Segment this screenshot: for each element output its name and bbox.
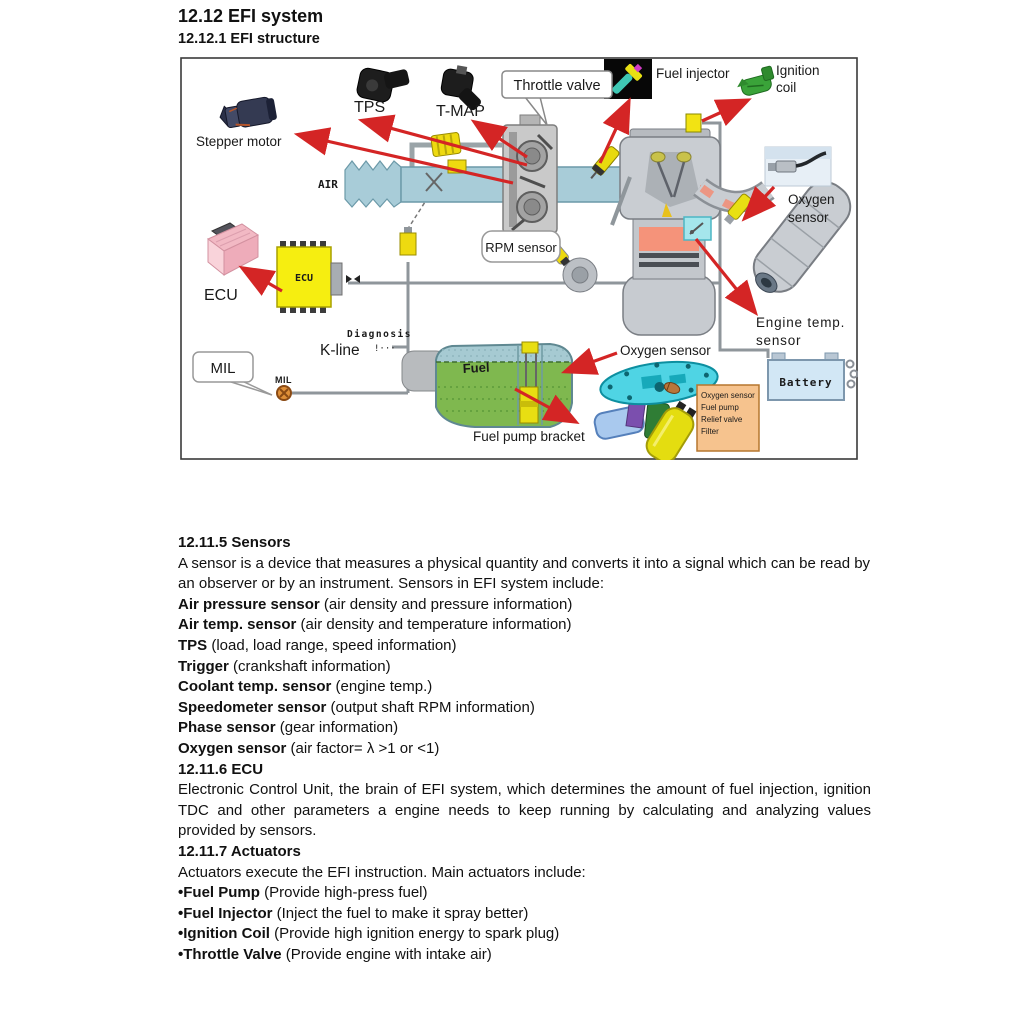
diagnosis-label: Diagnosis (347, 329, 412, 340)
oxygen-bottom-label: Oxygen sensor (620, 343, 711, 358)
air-label: AIR (318, 178, 338, 191)
sensor-term: Phase sensor (178, 719, 276, 737)
actuator-item (178, 945, 871, 966)
infobox-line3: Relief valve (701, 415, 743, 424)
sensor-term: Air pressure sensor (178, 595, 320, 613)
ecu-heading: 12.11.6 ECU (178, 760, 264, 778)
sensors-heading: 12.11.5 Sensors (178, 534, 291, 551)
actuators-intro: Actuators execute the EFI instruction. Main actuators include: (178, 863, 586, 881)
actuator-item (178, 883, 871, 904)
pump-module-infobox (697, 385, 759, 451)
sensor-item (178, 636, 871, 657)
actuator-desc: (Inject the fuel to make it spray better) (272, 904, 529, 922)
ecu-body: Electronic Control Unit, the brain of EFI system, which determines the amount of fuel injection, ignition TDC and other parameters a engine needs to keep running by calculating and analyzing values provided by sensors. (178, 781, 871, 840)
sensor-item (178, 595, 871, 616)
text-content (178, 533, 871, 965)
sensor-item (178, 677, 871, 698)
sensor-term: Air temp. sensor (178, 616, 297, 634)
battery-label: Battery (779, 376, 833, 389)
fuel-injector-label: Fuel injector (656, 66, 730, 81)
fuel-pump-bracket-label: Fuel pump bracket (473, 429, 585, 444)
ignition-coil-unit (686, 114, 701, 132)
sensor-item (178, 657, 871, 678)
actuator-item (178, 924, 871, 945)
tmap-label: T-MAP (436, 103, 485, 120)
bullet-glyph: • (178, 884, 184, 902)
fuel-label: Fuel (462, 359, 490, 376)
actuator-term: •Ignition Coil (178, 925, 270, 943)
sensor-desc: (air density and pressure information) (319, 595, 573, 613)
sensor-item (178, 739, 871, 760)
tps-label: TPS (354, 99, 386, 116)
sensor-desc: (air factor= λ >1 or <1) (286, 739, 440, 757)
sensor-desc: (engine temp.) (331, 678, 433, 696)
oxygen-sensor-photo (765, 147, 831, 186)
sensor-term: Speedometer sensor (178, 698, 327, 716)
infobox-line4: Filter (701, 427, 719, 436)
rpm-sensor-callout (482, 231, 560, 262)
sensor-term: TPS (178, 636, 208, 654)
bullet-glyph: • (178, 945, 184, 963)
sensor-desc: (air density and temperature information) (296, 616, 572, 634)
efi-structure-diagram (180, 57, 858, 460)
infobox-line1: Oxygen sensor (701, 391, 755, 400)
actuator-term: •Fuel Injector (178, 904, 273, 922)
actuators-heading: 12.11.7 Actuators (178, 842, 301, 860)
infobox-line2: Fuel pump (701, 403, 739, 412)
throttle-body (503, 115, 557, 233)
page-title: 12.12 EFI system (178, 6, 324, 26)
efi-diagram-svg (180, 57, 858, 460)
crankcase (623, 275, 715, 335)
stepper-motor-label: Stepper motor (196, 134, 282, 149)
throttle-valve-label: Throttle valve (513, 78, 601, 94)
oxygen-right-label-1: Oxygen (788, 192, 835, 207)
engine-temp-label-1: Engine temp. (756, 315, 846, 330)
actuator-term: •Fuel Pump (178, 884, 260, 902)
kline-connector-glyph: !··· (374, 344, 396, 354)
sensor-term: Oxygen sensor (178, 739, 287, 757)
ecu-box-label: ECU (294, 273, 314, 284)
sensors-intro: A sensor is a device that measures a physical quantity and converts it into a signal which can be read by an observer or by an instrument. Sensors in EFI system include: (178, 554, 871, 593)
sensor-term: Trigger (178, 657, 229, 675)
sensor-item (178, 698, 871, 719)
oxygen-right-label-2: sensor (788, 210, 829, 225)
ignition-coil-label-1: Ignition (776, 63, 820, 78)
ecu-photo-label: ECU (204, 287, 238, 304)
sensor-item (178, 615, 871, 636)
actuator-desc: (Provide high-press fuel) (259, 884, 428, 902)
actuator-item (178, 904, 871, 925)
sensor-desc: (output shaft RPM information) (326, 698, 535, 716)
bullet-glyph: • (178, 925, 184, 943)
mil-lamp (277, 386, 291, 400)
rpm-sensor-label: RPM sensor (485, 240, 557, 255)
actuator-desc: (Provide engine with intake air) (281, 945, 492, 963)
sensor-desc: (crankshaft information) (228, 657, 391, 675)
kline-label: K-line (320, 342, 360, 359)
sensor-item (178, 718, 871, 739)
sensor-term: Coolant temp. sensor (178, 678, 332, 696)
engine-temp-sensor-unit (684, 217, 711, 240)
mil-small-label: MIL (275, 375, 292, 385)
fuel-level (436, 359, 572, 427)
ignition-coil-label-2: coil (776, 80, 797, 95)
bullet-glyph: • (178, 904, 184, 922)
sensor-desc: (gear information) (275, 719, 399, 737)
actuator-term: •Throttle Valve (178, 945, 282, 963)
actuator-desc: (Provide high ignition energy to spark plug) (269, 925, 560, 943)
engine-temp-label-2: sensor (756, 333, 802, 348)
sensor-desc: (load, load range, speed information) (207, 636, 457, 654)
mil-callout-label: MIL (210, 360, 236, 377)
page-subtitle: 12.12.1 EFI structure (178, 31, 320, 47)
